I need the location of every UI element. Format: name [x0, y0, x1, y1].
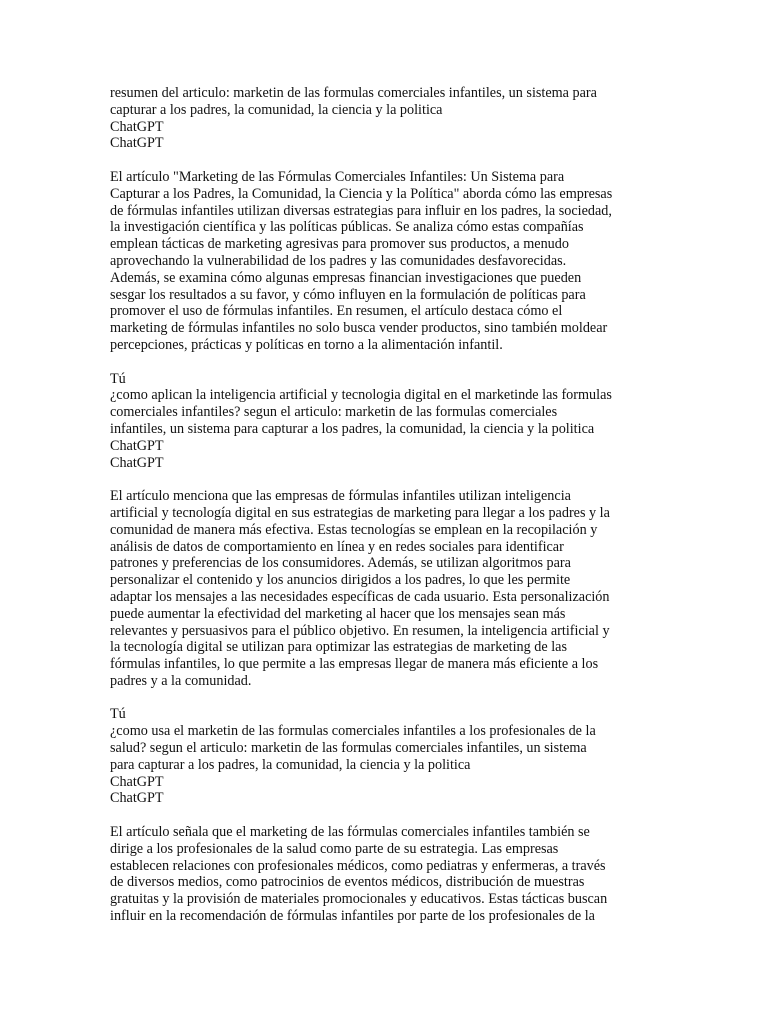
- paragraph-gap: [110, 152, 662, 169]
- speaker-label-chatgpt: ChatGPT: [110, 118, 164, 135]
- text-line: promover el uso de fórmulas infantiles. En resumen, el artículo destaca cómo el: [110, 303, 563, 320]
- speaker-label-chatgpt: ChatGPT: [110, 437, 164, 454]
- text-line: infantiles, un sistema para capturar a los padres, la comunidad, la ciencia y la politica: [110, 420, 595, 437]
- speaker-label-user: Tú: [110, 706, 126, 723]
- text-line: ¿como aplican la inteligencia artificial y tecnologia digital en el marketinde las formulas: [110, 387, 612, 404]
- text-line: la tecnología digital se utilizan para optimizar las estrategias de marketing de las: [110, 639, 567, 656]
- paragraph-gap: [110, 807, 662, 824]
- text-line: análisis de datos de comportamiento en línea y en redes sociales para identificar: [110, 538, 564, 555]
- text-line: comunidad de manera más efectiva. Estas tecnologías se emplean en la recopilación y: [110, 521, 598, 538]
- text-line: padres y a la comunidad.: [110, 672, 252, 689]
- text-line: salud? segun el articulo: marketin de las formulas comerciales infantiles, un sistema: [110, 740, 587, 757]
- text-line: emplean tácticas de marketing agresivas para promover sus productos, a menudo: [110, 236, 569, 253]
- speaker-label-chatgpt: ChatGPT: [110, 773, 164, 790]
- text-line: ¿como usa el marketin de las formulas comerciales infantiles a los profesionales de la: [110, 723, 596, 740]
- text-line: comerciales infantiles? segun el articulo: marketin de las formulas comerciales: [110, 404, 558, 421]
- paragraph-gap: [110, 471, 662, 488]
- text-line: dirige a los profesionales de la salud como parte de su estrategia. Las empresas: [110, 840, 559, 857]
- text-line: sesgar los resultados a su favor, y cómo influyen en la formulación de políticas para: [110, 286, 586, 303]
- text-line: El artículo "Marketing de las Fórmulas Comerciales Infantiles: Un Sistema para: [110, 168, 565, 185]
- text-line: la investigación científica y las políticas públicas. Se analiza cómo estas compañías: [110, 219, 584, 236]
- text-line: resumen del articulo: marketin de las formulas comerciales infantiles, un sistema para: [110, 85, 597, 101]
- text-line: patrones y preferencias de los consumidores. Además, se utilizan algoritmos para: [110, 555, 571, 572]
- text-line: personalizar el contenido y los anuncios dirigidos a los padres, lo que les permite: [110, 572, 571, 589]
- text-line: Además, se examina cómo algunas empresas financian investigaciones que pueden: [110, 269, 582, 286]
- text-line: fórmulas infantiles, lo que permite a las empresas llegar de manera más eficiente a los: [110, 656, 599, 673]
- text-line: adaptar los mensajes a las necesidades específicas de cada usuario. Esta personalización: [110, 588, 610, 605]
- text-line: aprovechando la vulnerabilidad de los padres y las comunidades desfavorecidas.: [110, 252, 567, 269]
- text-line: El artículo señala que el marketing de las fórmulas comerciales infantiles también se: [110, 824, 590, 841]
- text-line: artificial y tecnología digital en sus estrategias de marketing para llegar a los padres y la: [110, 504, 610, 521]
- text-line: capturar a los padres, la comunidad, la ciencia y la politica: [110, 101, 443, 118]
- speaker-label-chatgpt: ChatGPT: [110, 454, 164, 471]
- text-line: para capturar a los padres, la comunidad, la ciencia y la politica: [110, 756, 471, 773]
- speaker-label-chatgpt: ChatGPT: [110, 790, 164, 807]
- speaker-label-chatgpt: ChatGPT: [110, 135, 164, 152]
- text-line: Capturar a los Padres, la Comunidad, la Ciencia y la Política" aborda cómo las empresas: [110, 185, 613, 202]
- text-line: relevantes y persuasivos para el público objetivo. En resumen, la inteligencia artificial y: [110, 622, 610, 639]
- text-line: establecen relaciones con profesionales médicos, como pediatras y enfermeras, a través: [110, 857, 606, 874]
- text-line: marketing de fórmulas infantiles no solo busca vender productos, sino también moldear: [110, 320, 608, 337]
- text-line: El artículo menciona que las empresas de fórmulas infantiles utilizan inteligencia: [110, 488, 571, 505]
- document-page: [110, 85, 662, 925]
- text-line: de diversos medios, como patrocinios de eventos médicos, distribución de muestras: [110, 874, 585, 891]
- paragraph-gap: [110, 690, 662, 707]
- text-line: gratuitas y la provisión de materiales promocionales y educativos. Estas tácticas buscan: [110, 891, 608, 908]
- text-line: percepciones, prácticas y políticas en torno a la alimentación infantil.: [110, 336, 503, 353]
- text-line: influir en la recomendación de fórmulas infantiles por parte de los profesionales de la: [110, 908, 595, 925]
- paragraph-gap: [110, 354, 662, 371]
- text-line: puede aumentar la efectividad del marketing al hacer que los mensajes sean más: [110, 605, 566, 622]
- speaker-label-user: Tú: [110, 370, 126, 387]
- text-line: de fórmulas infantiles utilizan diversas estrategias para influir en los padres, la sociedad,: [110, 202, 612, 219]
